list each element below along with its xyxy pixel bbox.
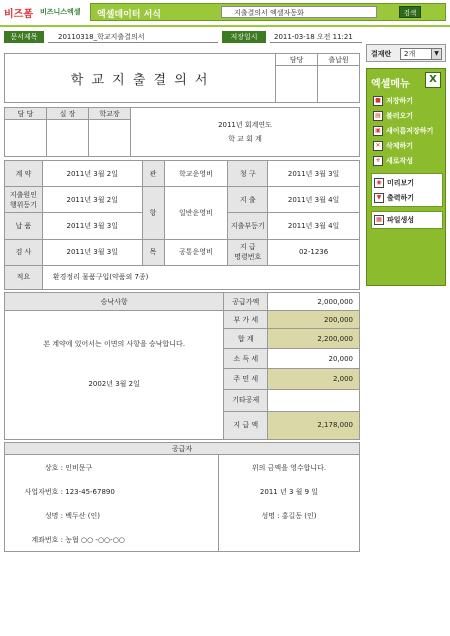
approval-count-value: 2개	[404, 50, 416, 58]
resident-tax-value[interactable]: 2,000	[268, 369, 360, 389]
hang-value[interactable]: 일반운영비	[164, 187, 228, 239]
trade-name-value[interactable]: 인비문구	[65, 464, 93, 472]
save-as-icon: ▣	[373, 126, 383, 136]
receipt-text: 위의 금액을 영수합니다.	[251, 464, 327, 472]
income-tax-key: 소 득 세	[224, 349, 268, 369]
account-type: 학 교 회 계	[228, 135, 262, 143]
approval-label-1: 담 당	[5, 108, 47, 120]
form-title-block	[4, 53, 360, 103]
form-select-dropdown[interactable]	[221, 6, 377, 18]
account-no-value[interactable]: 농협 ○○ -○○-○○	[65, 536, 125, 544]
doc-meta	[4, 31, 366, 43]
sign-admin-box[interactable]	[318, 66, 360, 103]
approval-count-label: 결재란	[371, 50, 392, 58]
app-title: 엑셀데이터 서식	[97, 10, 161, 20]
request-key: 지출원인 행위등기	[5, 187, 43, 213]
summary-value[interactable]: 환경정리 물품구입(약품외 7종)	[42, 265, 359, 289]
doc-title-key: 문서제목	[4, 31, 44, 43]
gwan-value[interactable]: 학교운영비	[164, 161, 228, 187]
save-icon: ■	[373, 96, 383, 106]
total-key: 합 계	[224, 329, 268, 349]
resident-tax-key: 주 민 세	[224, 369, 268, 389]
paid-amount-key: 지 급 액	[224, 411, 268, 439]
approval-block	[4, 107, 360, 157]
paid-amount-value[interactable]: 2,178,000	[268, 411, 360, 439]
fiscal-year: 2011년 회계연도	[218, 121, 272, 129]
request-date[interactable]: 2011년 3월 2일	[42, 187, 142, 213]
mok-key: 목	[142, 239, 164, 265]
sign-admin-label: 출납원	[318, 54, 360, 66]
print-icon: ▼	[374, 193, 384, 203]
search-button[interactable]: 검색	[399, 6, 421, 18]
saved-time-value: 2011-03-18 오전 11:21	[270, 31, 362, 43]
detail-grid	[4, 160, 360, 290]
supplier-header: 공급자	[5, 443, 360, 455]
menu-save-as[interactable]: ▣ 새이름저장하기	[373, 125, 443, 138]
delete-icon: ✕	[373, 141, 383, 151]
amount-block	[4, 292, 360, 440]
delivery-key: 납 품	[5, 213, 43, 239]
other-deduction-key: 기타공제	[224, 389, 268, 411]
income-tax-value[interactable]: 20,000	[268, 349, 360, 369]
sign-owner-label: 담당	[276, 54, 318, 66]
receipt-date[interactable]: 2011 년 3 월 9 일	[259, 488, 319, 496]
excel-menu-title: 엑셀메뉴	[371, 79, 410, 90]
approval-conditions-header: 승낙사항	[5, 293, 224, 311]
form-select-value: 지출결의서 엑셀자동화	[234, 9, 304, 17]
account-no-key: 계좌번호 :	[31, 536, 63, 544]
supply-price-key: 공급가액	[224, 293, 268, 311]
bizform-logo[interactable]: 비즈폼	[4, 9, 33, 20]
total-value[interactable]: 2,200,000	[268, 329, 360, 349]
doc-title-value[interactable]: 20110318_학교지출결의서	[48, 31, 218, 43]
supply-price-value[interactable]: 2,000,000	[268, 293, 360, 311]
menu-save[interactable]: ■ 저장하기	[373, 95, 443, 108]
vat-value[interactable]: 200,000	[268, 311, 360, 329]
payout-key: 지 출	[228, 187, 268, 213]
menu-delete[interactable]: ✕ 삭제하기	[373, 140, 443, 153]
sign-owner-box[interactable]	[276, 66, 318, 103]
file-icon: ▦	[374, 215, 384, 225]
file-group	[371, 211, 443, 229]
receiver-name-value[interactable]: 홍길동 (인)	[281, 512, 317, 520]
vat-key: 부 가 세	[224, 311, 268, 329]
payment-no-key: 지 급 명령번호	[228, 239, 268, 265]
hang-key: 항	[142, 187, 164, 239]
payout-date[interactable]: 2011년 3월 4일	[268, 187, 360, 213]
open-icon: ▤	[373, 111, 383, 121]
supplier-name-key: 성명 :	[44, 512, 63, 520]
title-bar	[90, 3, 446, 21]
gwan-key: 관	[142, 161, 164, 187]
payment-no-value[interactable]: 02-1236	[268, 239, 360, 265]
approval-count-select[interactable]	[400, 48, 442, 60]
approval-label-2: 실 장	[47, 108, 89, 120]
delivery-date[interactable]: 2011년 3월 3일	[42, 213, 142, 239]
approval-conditions-date[interactable]: 2002년 3월 2일	[88, 380, 140, 389]
biz-no-key: 사업자번호 :	[24, 488, 63, 496]
supplier-name-value[interactable]: 백두산 (인)	[65, 512, 100, 520]
approval-box-2[interactable]	[47, 120, 89, 157]
menu-preview[interactable]: ◉ 미리보기	[374, 177, 444, 190]
top-bar	[0, 0, 450, 24]
menu-new[interactable]: + 새로작성	[373, 155, 443, 168]
approval-label-3: 학교장	[89, 108, 131, 120]
paybook-key: 지출부등기	[228, 213, 268, 239]
menu-create-file[interactable]: ▦ 파일생성	[374, 214, 444, 227]
trade-name-key: 상호 :	[44, 464, 63, 472]
approval-conditions-text: 본 계약에 있어서는 이면의 사항을 승낙합니다.	[43, 340, 186, 349]
contract-key: 계 약	[5, 161, 43, 187]
approval-count-panel	[366, 44, 446, 62]
summary-key: 적요	[5, 265, 43, 289]
claim-date[interactable]: 2011년 3월 3일	[268, 161, 360, 187]
contract-date[interactable]: 2011년 3월 2일	[42, 161, 142, 187]
mok-value[interactable]: 공통운영비	[164, 239, 228, 265]
chevron-down-icon[interactable]: ▼	[431, 49, 441, 59]
inspection-key: 검 사	[5, 239, 43, 265]
saved-time-key: 저장일시	[222, 31, 266, 43]
menu-print[interactable]: ▼ 출력하기	[374, 192, 444, 205]
approval-box-3[interactable]	[89, 120, 131, 157]
receiver-name-key: 성명 :	[261, 512, 280, 520]
approval-box-1[interactable]	[5, 120, 47, 157]
form-title: 학 교 지 출 결 의 서	[5, 54, 276, 103]
bizexcel-logo[interactable]: 비즈니스엑셀	[40, 8, 81, 16]
inspection-date[interactable]: 2011년 3월 3일	[42, 239, 142, 265]
claim-key: 청 구	[228, 161, 268, 187]
biz-no-value[interactable]: 123-45-67890	[65, 488, 115, 496]
excel-icon: X	[425, 72, 441, 88]
supplier-block	[4, 442, 360, 552]
menu-load[interactable]: ▤ 불러오기	[373, 110, 443, 123]
new-doc-icon: +	[373, 156, 383, 166]
header-divider	[0, 25, 450, 27]
other-deduction-value[interactable]	[268, 389, 360, 411]
excel-menu-panel	[366, 68, 446, 286]
print-group	[371, 173, 443, 207]
paybook-date[interactable]: 2011년 3월 4일	[268, 213, 360, 239]
preview-icon: ◉	[374, 178, 384, 188]
